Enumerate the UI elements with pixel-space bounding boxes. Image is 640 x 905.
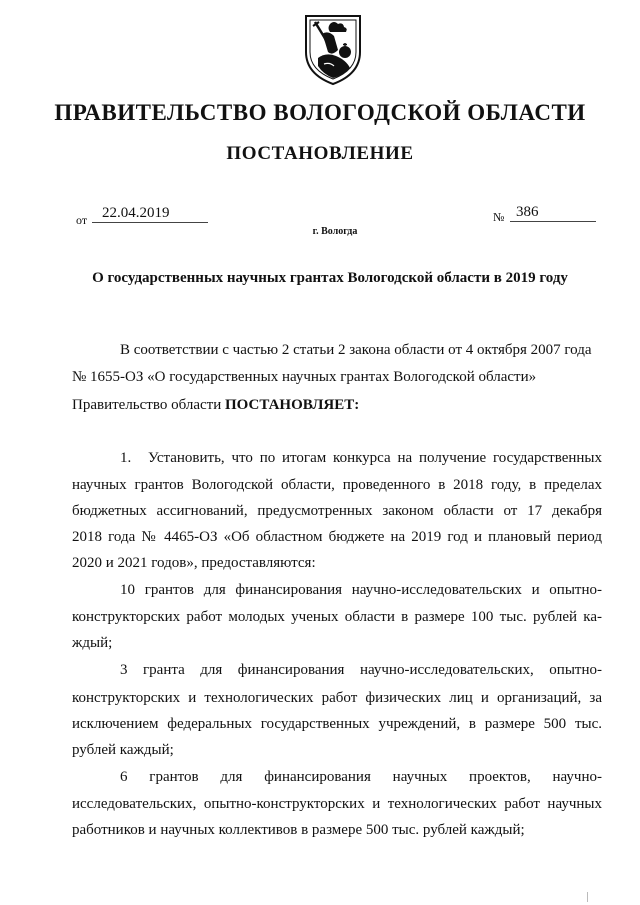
grant-line: 3 гранта для финансирования научно-исследовательских, опытно-	[120, 662, 602, 678]
grant-line: рублей каждый;	[72, 742, 174, 758]
grant-line: ждый;	[72, 635, 113, 651]
decree-keyword: ПОСТАНОВЛЯЕТ:	[224, 397, 360, 413]
document-number: 386	[510, 204, 596, 222]
grant-line: конструкторских и технологических работ физических лиц и организаций, за	[72, 690, 602, 706]
item-line: бюджетных ассигнований, предусмотренных законом области от 17 декабря	[72, 503, 602, 519]
government-name: ПРАВИТЕЛЬСТВО ВОЛОГОДСКОЙ ОБЛАСТИ	[54, 100, 586, 125]
item-number: 1.	[120, 450, 132, 466]
preamble-line: В соответствии с частью 2 статьи 2 закона области от 4 октября 2007 года	[120, 342, 592, 358]
document-type: ПОСТАНОВЛЕНИЕ	[226, 143, 414, 164]
preamble-line	[72, 397, 359, 414]
grant-line: исключением федеральных государственных учреждений, в размере 500 тыс.	[72, 716, 602, 732]
grant-line: конструкторских работ молодых ученых области в размере 100 тыс. рублей ка-	[72, 609, 602, 625]
grant-line: 10 грантов для финансирования научно-исследовательских и опытно-	[120, 582, 602, 598]
grant-line: 6 грантов для финансирования научных проектов, научно-	[120, 769, 602, 785]
grant-line: исследовательских, опытно-конструкторских и технологических работ научных	[72, 796, 602, 812]
item-line: научных грантов Вологодской области, проведенного в 2018 году, в пределах	[72, 477, 602, 493]
item-line: 2018 года № 4465-ОЗ «Об областном бюджете на 2019 год и плановый период	[72, 529, 602, 545]
vologda-coat-of-arms-icon	[302, 12, 364, 86]
preamble-text: Правительство области	[72, 397, 225, 413]
item-line: Установить, что по итогам конкурса на получение государственных	[148, 450, 602, 466]
grant-line: работников и научных коллективов в размере 500 тыс. рублей каждый;	[72, 822, 525, 838]
document-title: О государственных научных грантах Вологодской области в 2019 году	[92, 270, 568, 286]
document-date: 22.04.2019	[92, 205, 208, 223]
preamble-line: № 1655-ОЗ «О государственных научных грантах Вологодской области»	[72, 369, 537, 385]
date-label: от	[76, 213, 88, 227]
number-label: №	[493, 210, 505, 224]
item-line: 2020 и 2021 годов», предоставляются:	[72, 555, 316, 571]
scan-mark	[587, 892, 588, 902]
city: г. Вологда	[312, 226, 358, 237]
